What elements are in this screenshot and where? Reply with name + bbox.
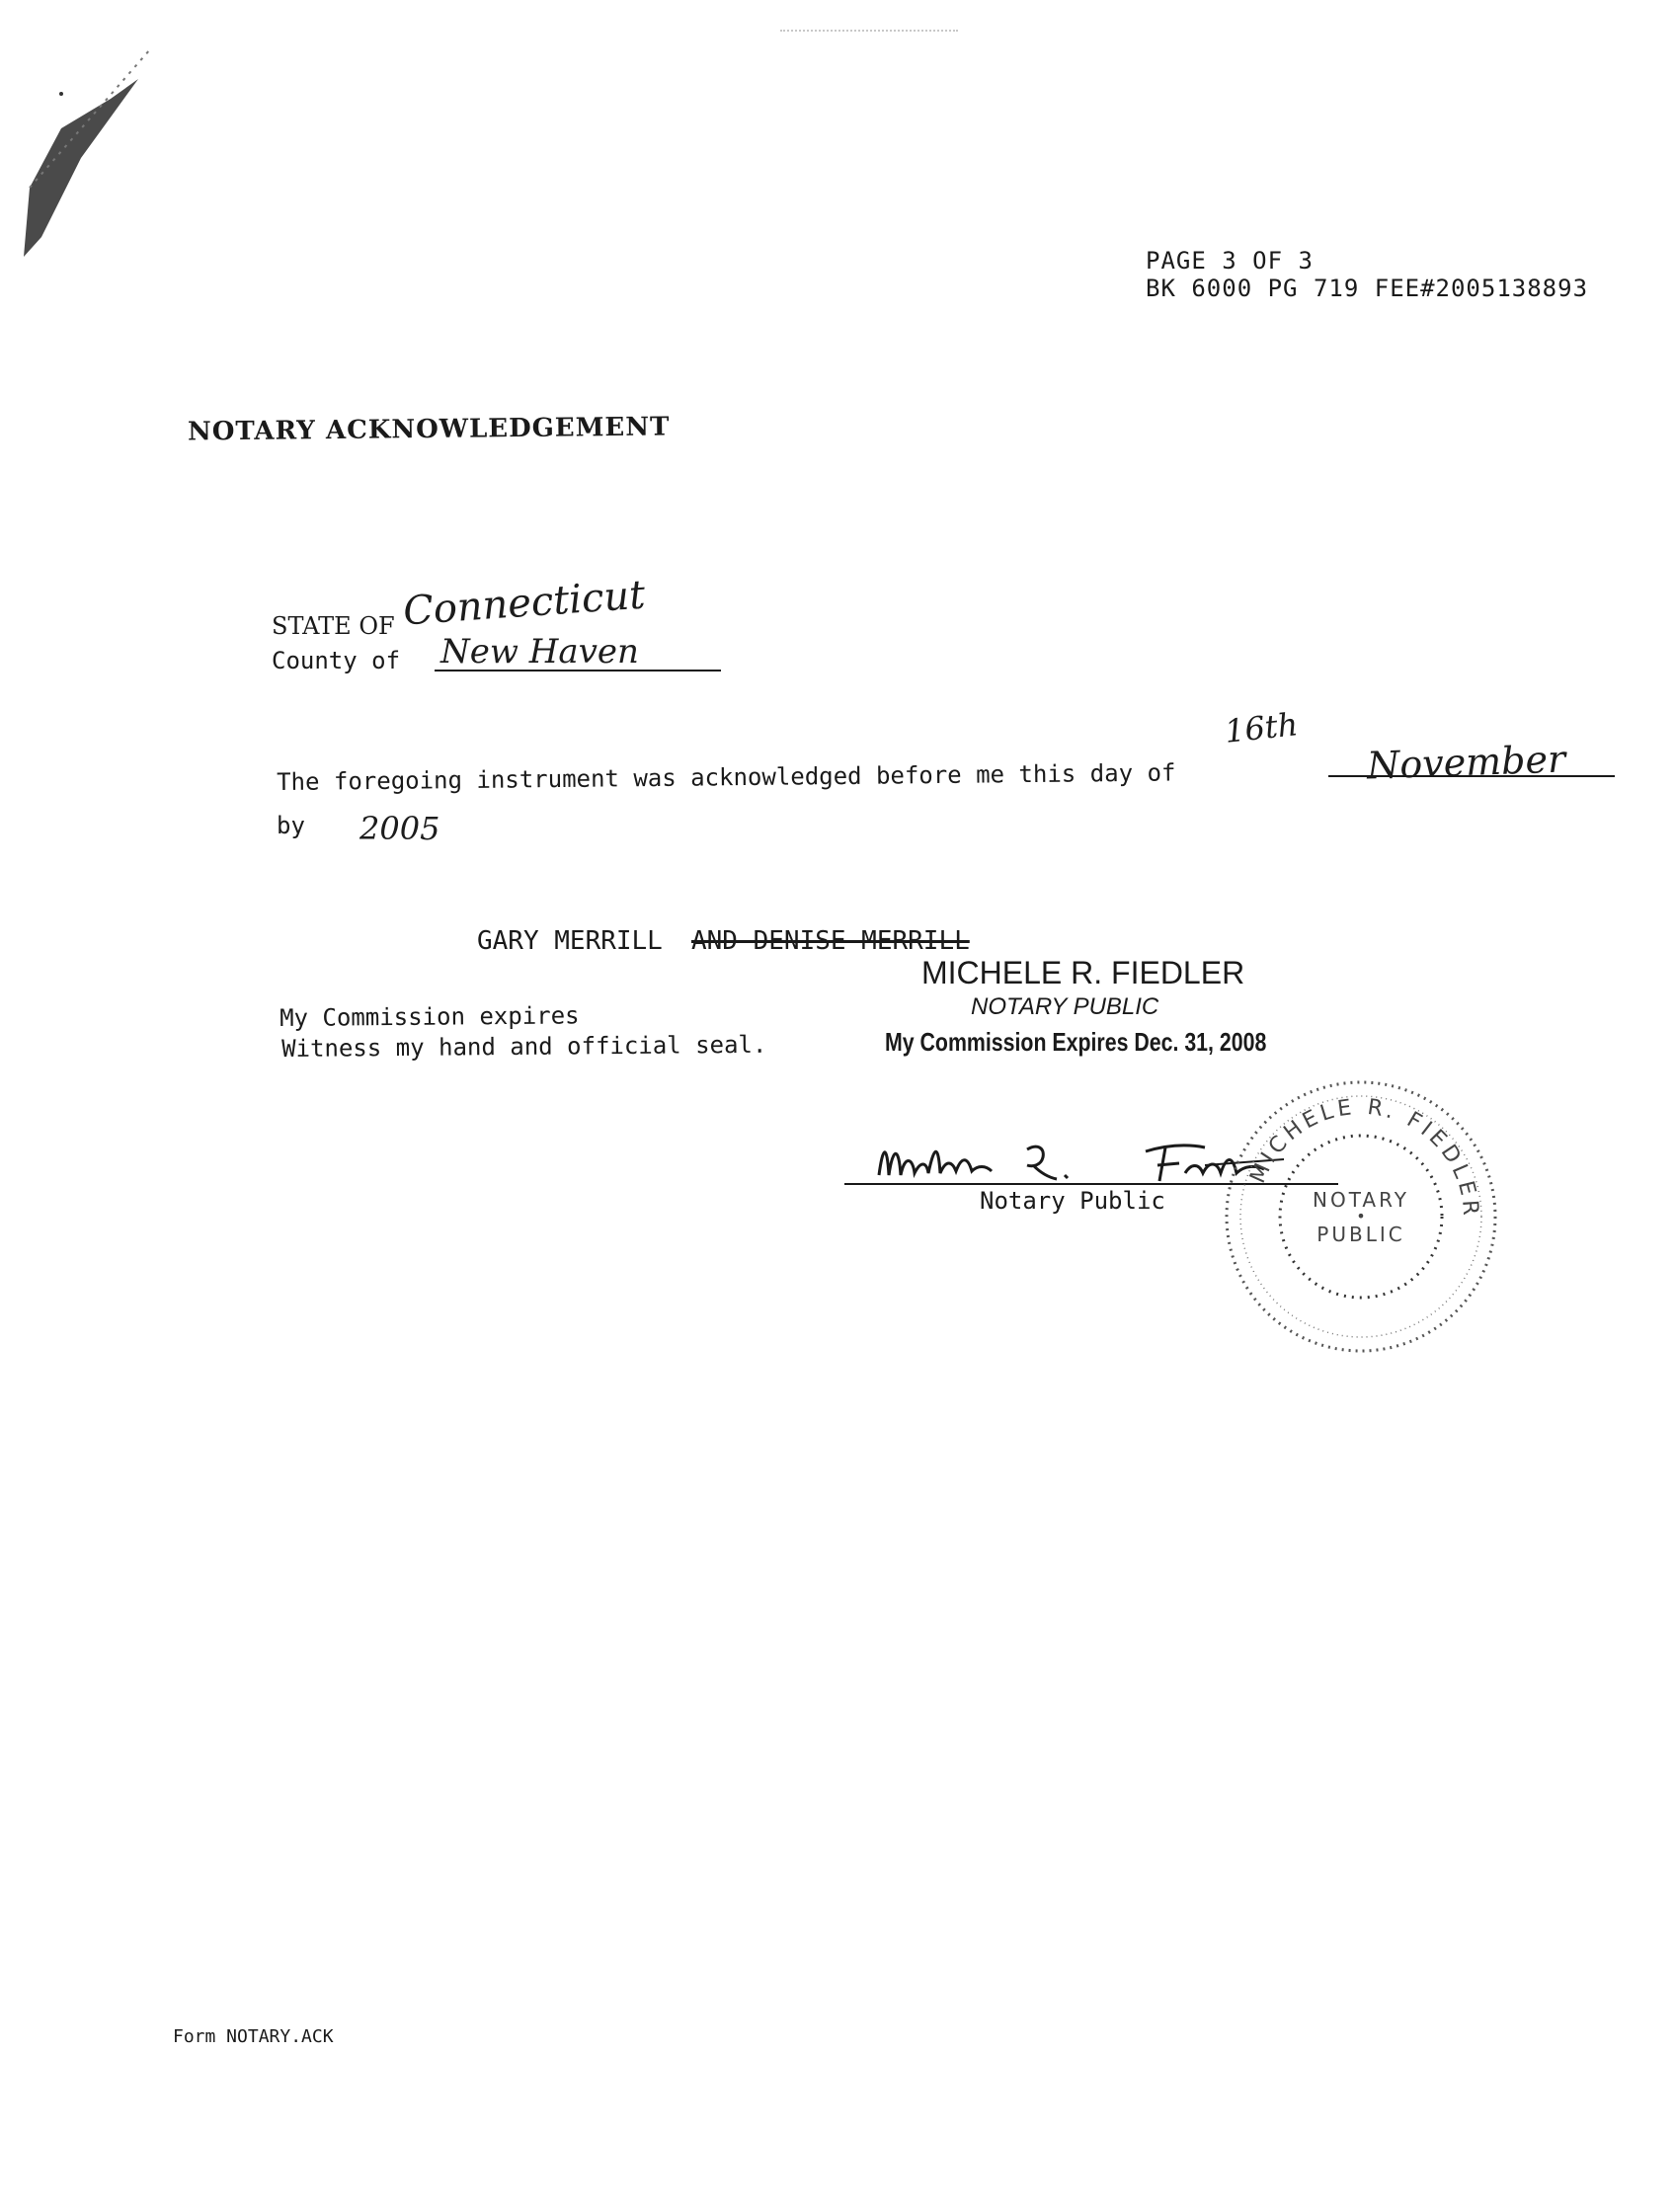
svg-text:•: • bbox=[1356, 1207, 1366, 1225]
form-label: Form NOTARY.ACK bbox=[173, 2026, 334, 2047]
page-title: NOTARY ACKNOWLEDGEMENT bbox=[187, 412, 671, 447]
witness-label: Witness my hand and official seal. bbox=[281, 1030, 767, 1063]
commission-expires-label: My Commission expires bbox=[279, 1001, 580, 1032]
scan-noise bbox=[780, 30, 958, 36]
notary-stamp-title: NOTARY PUBLIC bbox=[971, 993, 1159, 1020]
notary-stamp-name: MICHELE R. FIEDLER bbox=[921, 955, 1245, 990]
notary-seal bbox=[1213, 1068, 1509, 1365]
day-value: 16th bbox=[1223, 705, 1300, 750]
svg-text:MICHELE R. FIEDLER: MICHELE R. FIEDLER bbox=[1245, 1094, 1483, 1221]
county-underline bbox=[435, 670, 721, 672]
acknowledgement-text: The foregoing instrument was acknowledged before me this day of bbox=[277, 758, 1176, 796]
state-value: Connecticut bbox=[401, 572, 647, 635]
svg-text:NOTARY: NOTARY bbox=[1313, 1188, 1409, 1212]
signer-struck-name: AND DENISE MERRILL bbox=[691, 926, 970, 956]
scan-edge-mark bbox=[22, 40, 160, 276]
year-value: 2005 bbox=[359, 810, 440, 847]
county-label: County of bbox=[272, 647, 401, 674]
page-number: PAGE 3 OF 3 bbox=[1146, 247, 1314, 275]
county-value: New Haven bbox=[440, 632, 639, 672]
state-label: STATE OF bbox=[272, 612, 395, 640]
notary-stamp-expiration: My Commission Expires Dec. 31, 2008 bbox=[885, 1027, 1267, 1057]
svg-text:PUBLIC: PUBLIC bbox=[1316, 1223, 1405, 1246]
signer-name: GARY MERRILL bbox=[477, 926, 663, 956]
month-value: November bbox=[1366, 737, 1566, 788]
by-label: by bbox=[277, 812, 305, 839]
month-underline bbox=[1328, 775, 1615, 777]
notary-public-label: Notary Public bbox=[980, 1187, 1165, 1215]
book-page-fee: BK 6000 PG 719 FEE#2005138893 bbox=[1146, 275, 1589, 302]
